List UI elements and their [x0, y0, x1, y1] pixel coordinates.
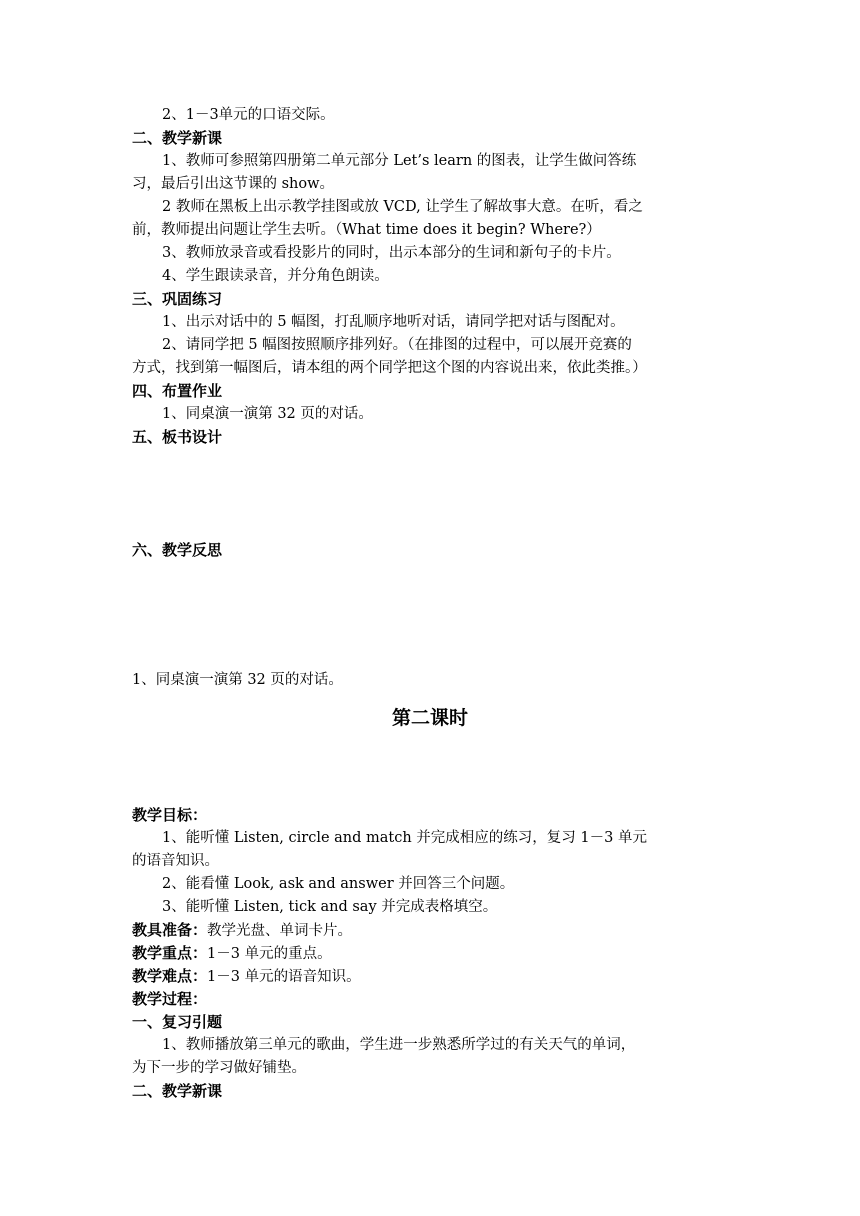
lesson-title: 第二课时 [391, 707, 468, 729]
section-heading: 二、教学新课 [132, 1082, 223, 1100]
paragraph: 前，教师提出问题让学生去听。（What time does it begin? Where?） [132, 222, 601, 238]
key-line [132, 942, 332, 965]
prep-label: 教具准备： [132, 921, 208, 939]
paragraph: 3、教师放录音或看投影片的同时，出示本部分的生词和新句子的卡片。 [162, 245, 621, 261]
paragraph: 1、同桌演一演第 32 页的对话。 [162, 406, 373, 422]
paragraph: 为下一步的学习做好铺垫。 [132, 1060, 306, 1076]
paragraph: 方式，找到第一幅图后，请本组的两个同学把这个图的内容说出来，依此类推。） [132, 360, 647, 376]
prep-line [132, 919, 352, 942]
difficulty-label: 教学难点： [132, 967, 208, 985]
difficulty-line [132, 965, 361, 988]
key-label: 教学重点： [132, 944, 208, 962]
goal-label: 教学目标： [132, 806, 208, 824]
section-heading: 四、布置作业 [132, 382, 223, 400]
paragraph: 2、能看懂 Look, ask and answer 并回答三个问题。 [162, 876, 515, 892]
section-heading: 一、复习引题 [132, 1013, 223, 1031]
prep-text: 教学光盘、单词卡片。 [207, 923, 353, 939]
paragraph: 4、学生跟读录音，并分角色朗读。 [162, 268, 389, 284]
paragraph: 3、能听懂 Listen, tick and say 并完成表格填空。 [162, 899, 498, 915]
paragraph: 1、能听懂 Listen, circle and match 并完成相应的练习，复习 1－3 单元 [162, 830, 647, 846]
section-heading: 三、巩固练习 [132, 290, 223, 308]
paragraph: 2 教师在黑板上出示教学挂图或放 VCD, 让学生了解故事大意。在听，看之 [162, 199, 643, 215]
paragraph: 1、出示对话中的 5 幅图，打乱顺序地听对话，请同学把对话与图配对。 [162, 314, 625, 330]
process-label: 教学过程： [132, 990, 208, 1008]
section-heading: 六、教学反思 [132, 541, 223, 559]
paragraph: 2、1－3单元的口语交际。 [162, 107, 335, 123]
paragraph: 1、同桌演一演第 32 页的对话。 [132, 672, 343, 688]
paragraph: 的语音知识。 [132, 853, 219, 869]
paragraph: 1、教师可参照第四册第二单元部分 Let’s learn 的图表，让学生做问答练 [162, 153, 637, 169]
paragraph: 习，最后引出这节课的 show。 [132, 176, 335, 192]
section-heading: 五、板书设计 [132, 428, 223, 446]
section-heading: 二、教学新课 [132, 129, 223, 147]
paragraph: 2、请同学把 5 幅图按照顺序排列好。（在排图的过程中，可以展开竞赛的 [162, 337, 632, 353]
key-text: 1－3 单元的重点。 [207, 946, 332, 962]
paragraph: 1、教师播放第三单元的歌曲，学生进一步熟悉所学过的有关天气的单词， [162, 1037, 636, 1053]
difficulty-text: 1－3 单元的语音知识。 [207, 969, 361, 985]
